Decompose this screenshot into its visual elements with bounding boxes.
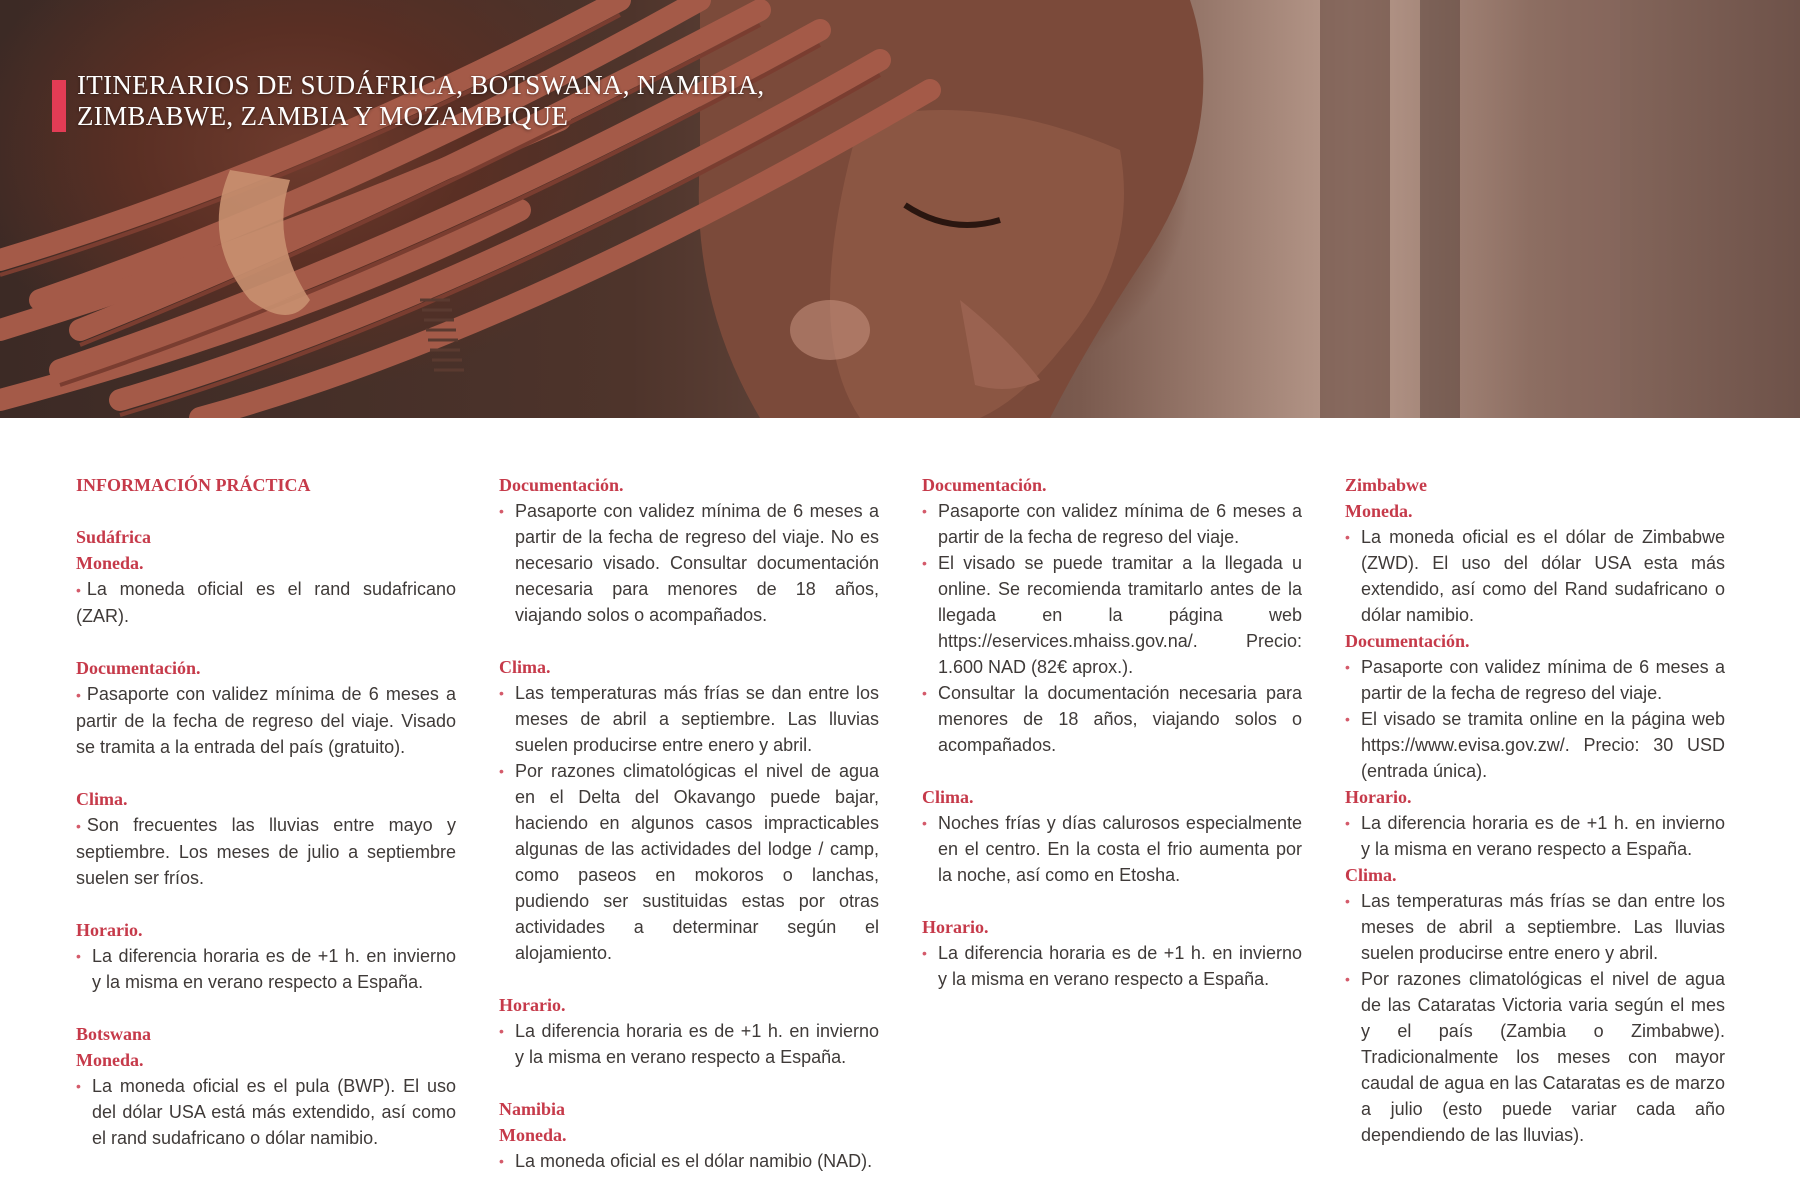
moneda-heading: Moneda. [499, 1125, 567, 1145]
horario-text: • La diferencia horaria es de +1 h. en invierno y la misma en verano respecto a España. [1345, 810, 1725, 862]
section-title: INFORMACIÓN PRÁCTICA [76, 475, 311, 495]
horario-heading: Horario. [499, 995, 566, 1015]
clima-text: • Son frecuentes las lluvias entre mayo y septiembre. Los meses de julio a septiembre suelen ser fríos. [76, 815, 456, 888]
column-2 [499, 472, 879, 1174]
column-4 [1345, 472, 1725, 1148]
moneda-heading: Moneda. [76, 1050, 144, 1070]
documentacion-text: • Pasaporte con validez mínima de 6 meses a partir de la fecha de regreso del viaje. Visado se tramita a la entrada del país (gratuito). [76, 684, 456, 757]
horario-text: • La diferencia horaria es de +1 h. en invierno y la misma en verano respecto a España. [922, 940, 1302, 992]
bullet-icon: • [76, 582, 81, 598]
title-line-2: ZIMBABWE, ZAMBIA Y MOZAMBIQUE [77, 101, 569, 131]
moneda-text: • La moneda oficial es el pula (BWP). El uso del dólar USA está más extendido, así como el rand sudafricano o dólar namibio. [76, 1073, 456, 1151]
country-heading-sudafrica: Sudáfrica [76, 527, 152, 547]
documentacion-text-3: • Consultar la documentación necesaria para menores de 18 años, viajando solos o acompañados. [922, 680, 1302, 758]
horario-heading: Horario. [1345, 787, 1412, 807]
column-1 [76, 472, 456, 1151]
clima-text: • Noches frías y días calurosos especialmente en el centro. En la costa el frio aumenta por la noche, así como en Etosha. [922, 810, 1302, 888]
horario-text: • La diferencia horaria es de +1 h. en invierno y la misma en verano respecto a España. [76, 943, 456, 995]
bullet-icon: • [76, 687, 81, 703]
horario-heading: Horario. [76, 920, 143, 940]
clima-text-2: • Por razones climatológicas el nivel de agua de las Cataratas Victoria varia según el mes y el país (Zambia o Zimbabwe). Tradicionalmente los meses con mayor caudal de agua en las Cataratas es de marzo a julio (esto puede variar cada año dependiendo de las lluvias). [1345, 966, 1725, 1148]
portrait-photo-icon [0, 0, 1800, 418]
documentacion-heading: Documentación. [922, 475, 1047, 495]
moneda-text: • La moneda oficial es el rand sudafricano (ZAR). [76, 579, 456, 626]
country-heading-namibia: Namibia [499, 1099, 566, 1119]
horario-text: • La diferencia horaria es de +1 h. en invierno y la misma en verano respecto a España. [499, 1018, 879, 1070]
moneda-heading: Moneda. [1345, 501, 1413, 521]
clima-heading: Clima. [499, 657, 551, 677]
clima-heading: Clima. [922, 787, 974, 807]
clima-heading: Clima. [76, 789, 128, 809]
country-heading-zimbabwe: Zimbabwe [1345, 475, 1428, 495]
hero-photo [0, 0, 1800, 418]
column-3 [922, 472, 1302, 992]
clima-text-1: • Las temperaturas más frías se dan entre los meses de abril a septiembre. Las lluvias suelen producirse entre enero y abril. [1345, 888, 1725, 966]
moneda-text: • La moneda oficial es el dólar namibio (NAD). [499, 1148, 879, 1174]
page-title [77, 70, 797, 132]
documentacion-text: • Pasaporte con validez mínima de 6 meses a partir de la fecha de regreso del viaje. No es necesario visado. Consultar documentación necesaria para menores de 18 años, viajando solos o acompañados. [499, 498, 879, 628]
documentacion-text-1: • Pasaporte con validez mínima de 6 meses a partir de la fecha de regreso del viaje. [922, 498, 1302, 550]
moneda-text: • La moneda oficial es el dólar de Zimbabwe (ZWD). El uso del dólar USA esta más extendido, así como del Rand sudafricano o dólar namibio. [1345, 524, 1725, 628]
title-accent-bar [52, 80, 66, 132]
clima-heading: Clima. [1345, 865, 1397, 885]
documentacion-heading: Documentación. [1345, 631, 1470, 651]
documentacion-text-2: • El visado se tramita online en la página web https://www.evisa.gov.zw/. Precio: 30 USD (entrada única). [1345, 706, 1725, 784]
clima-text-1: • Las temperaturas más frías se dan entre los meses de abril a septiembre. Las lluvias suelen producirse entre enero y abril. [499, 680, 879, 758]
documentacion-text-1: • Pasaporte con validez mínima de 6 meses a partir de la fecha de regreso del viaje. [1345, 654, 1725, 706]
country-heading-botswana: Botswana [76, 1024, 152, 1044]
clima-text-2: • Por razones climatológicas el nivel de agua en el Delta del Okavango puede bajar, haciendo en algunos casos impracticables algunas de las actividades del lodge / camp, como paseos en mokoros o lanchas, pudiendo ser sustituidas estas por otras actividades a determinar según el alojamiento. [499, 758, 879, 966]
bullet-icon: • [76, 818, 81, 834]
documentacion-heading: Documentación. [499, 475, 624, 495]
horario-heading: Horario. [922, 917, 989, 937]
moneda-heading: Moneda. [76, 553, 144, 573]
documentacion-text-2: • El visado se puede tramitar a la llegada u online. Se recomienda tramitarlo antes de la llegada en la página web https://eservices.mhaiss.gov.na/. Precio: 1.600 NAD (82€ aprox.). [922, 550, 1302, 680]
title-line-1: ITINERARIOS DE SUDÁFRICA, BOTSWANA, NAMIBIA, [77, 70, 765, 100]
documentacion-heading: Documentación. [76, 658, 201, 678]
